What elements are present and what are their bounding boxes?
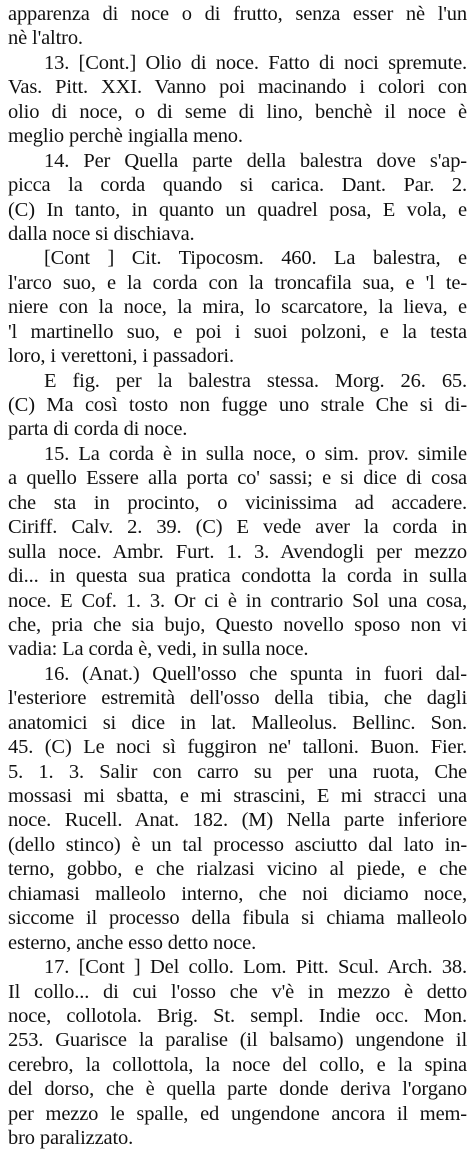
text-line: mossasi mi sbatta, e mi strascini, E mi stracci una — [8, 785, 467, 807]
text-line: (C) In tanto, in quanto un quadrel posa, E vola, e — [8, 198, 467, 221]
text-line: 17. [Cont ] Del collo. Lom. Pitt. Scul. Arch. 38. — [44, 956, 467, 979]
text-line: noce. Rucell. Anat. 182. (M) Nella parte inferiore — [8, 809, 467, 832]
text-line: chiamasi malleolo interno, che noi diciamo noce, — [8, 882, 467, 905]
text-line: per mezzo le spalle, ed ungendone ancora il mem- — [8, 1102, 467, 1125]
text-line: vadia: La corda è, vedi, in sulla noce. — [8, 638, 309, 661]
text-line: del dorso, che è quella parte donde deriva l'organo — [8, 1078, 467, 1101]
text-line: (dello stinco) è un tal processo asciutto dal lato in- — [8, 833, 467, 856]
text-line: 45. (C) Le noci sì fuggiron ne' talloni. Buon. Fier. — [8, 736, 467, 759]
text-line: 253. Guarisce la paralise (il balsamo) ungendone il — [8, 1029, 467, 1052]
text-line: siccome il processo della fibula si chiama malleolo — [8, 907, 467, 930]
text-line: 5. 1. 3. Salir con carro su per una ruota, Che — [8, 760, 467, 783]
text-line: noce, collotola. Brig. St. sempl. Indie occ. Mon. — [8, 1004, 467, 1027]
text-line: E fig. per la balestra stessa. Morg. 26. 65. — [44, 369, 467, 392]
text-line: dalla noce si dischiava. — [8, 222, 195, 245]
text-line: l'esteriore estremità dell'osso della tibia, che dagli — [8, 687, 467, 710]
text-line: apparenza di noce o di frutto, senza esser nè l'un — [8, 3, 467, 25]
text-line: 15. La corda è in sulla noce, o sim. prov. simile — [44, 442, 467, 465]
text-line: anatomici si dice in lat. Malleolus. Bellinc. Son. — [8, 711, 467, 734]
text-line: picca la corda quando si carica. Dant. Par. 2. — [8, 174, 467, 197]
text-line: di... in questa sua pratica condotta la corda in sulla — [8, 565, 467, 588]
text-line: parta di corda di noce. — [8, 418, 188, 441]
text-line: noce. E Cof. 1. 3. Or ci è in contrario Sol una cosa, — [8, 589, 467, 612]
text-line: che sta in procinto, o vicinissima ad accadere. — [8, 491, 467, 514]
text-line: a quello Essere alla porta co' sassi; e si dice di cosa — [8, 467, 467, 490]
text-line: 16. (Anat.) Quell'osso che spunta in fuori dal- — [44, 662, 467, 685]
text-line: loro, i verettoni, i passadori. — [8, 345, 234, 368]
text-line: Vas. Pitt. XXI. Vanno poi macinando i colori con — [8, 76, 467, 99]
text-line: bro paralizzato. — [8, 1127, 134, 1150]
text-line: che, pria che sia bujo, Questo novello sposo non vi — [8, 613, 467, 636]
text-line: Il collo... di cui l'osso che v'è in mezzo è detto — [8, 980, 467, 1003]
text-line: meglio perchè ingialla meno. — [8, 125, 243, 148]
text-line: Ciriff. Calv. 2. 39. (C) E vede aver la corda in — [8, 516, 467, 539]
text-line: 14. Per Quella parte della balestra dove s'ap- — [44, 149, 467, 172]
text-line: terno, gobbo, e che rialzasi vicino al piede, e che — [8, 858, 467, 881]
text-line: 13. [Cont.] Olio di noce. Fatto di noci spremute. — [44, 51, 467, 74]
text-line: olio di noce, o di seme di lino, benchè il noce è — [8, 100, 467, 123]
text-line: esterno, anche esso detto noce. — [8, 931, 257, 954]
text-line: (C) Ma così tosto non fugge uno strale Che si di- — [8, 394, 467, 416]
text-line: cerebro, la collottola, la noce del collo, e la spina — [8, 1053, 467, 1076]
text-line: l'arco suo, e la corda con la troncafila sua, e 'l te- — [8, 271, 467, 294]
text-line: [Cont ] Cit. Tipocosm. 460. La balestra, e — [44, 247, 467, 270]
text-line: 'l martinello suo, e poi i suoi polzoni, e la testa — [8, 320, 467, 343]
text-line: niere con la noce, la mira, lo scarcatore, la lieva, e — [8, 296, 467, 319]
text-line: nè l'altro. — [8, 27, 83, 50]
text-line: sulla noce. Ambr. Furt. 1. 3. Avendogli per mezzo — [8, 540, 467, 563]
